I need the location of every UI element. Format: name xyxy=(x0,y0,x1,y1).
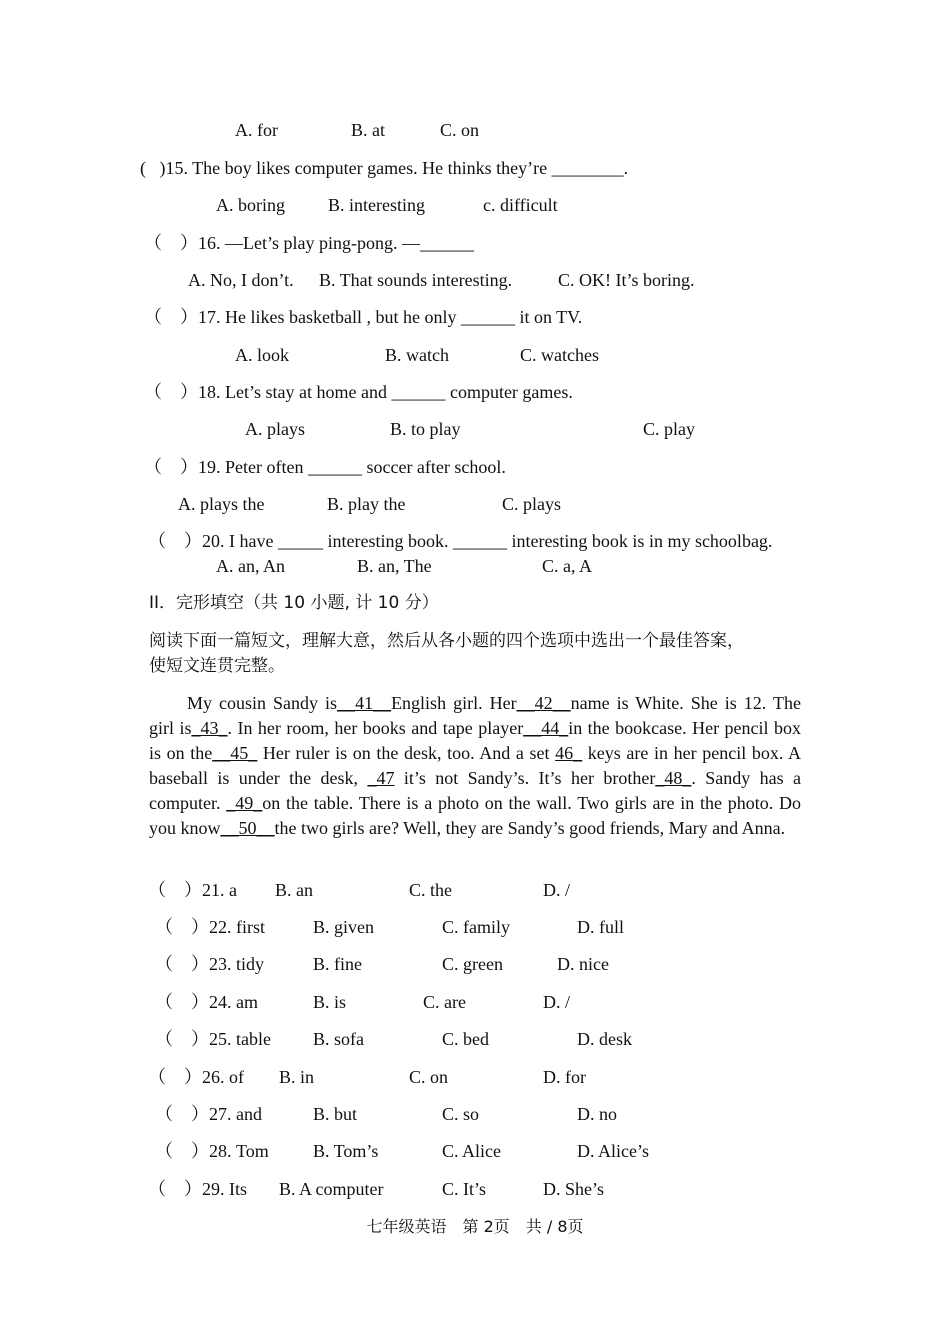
q16-stem: （ ）16. —Let’s play ping-pong. —______ xyxy=(144,233,474,253)
q28-option-c: C. Alice xyxy=(442,1141,501,1161)
q16-option-b: B. That sounds interesting. xyxy=(319,270,513,290)
passage-text: Her ruler is on the desk, too. And a set xyxy=(257,743,556,763)
blank-43: _43_ xyxy=(191,718,228,738)
q20-stem: （ ）20. I have _____ interesting book. ______ interesting book is in my schoolbag. xyxy=(148,531,773,551)
section-instruction-line2: 使短文连贯完整。 xyxy=(149,656,285,676)
q17-option-b: B. watch xyxy=(385,345,449,365)
q14-option-c: C. on xyxy=(440,120,480,140)
q18-option-c: C. play xyxy=(643,419,695,439)
passage-text: . In her room, her books and tape player xyxy=(227,718,524,738)
q26-option-c: C. on xyxy=(409,1067,449,1087)
q14-option-b: B. at xyxy=(351,120,385,140)
q17-option-a: A. look xyxy=(235,345,289,365)
q22-option-c: C. family xyxy=(442,917,510,937)
q15-stem: ( )15. The boy likes computer games. He thinks they’re ________. xyxy=(140,158,629,178)
q29-option-d: D. She’s xyxy=(543,1179,605,1199)
q16-option-c: C. OK! It’s boring. xyxy=(558,270,695,290)
q29-option-b: B. A computer xyxy=(279,1179,384,1199)
q14-option-a: A. for xyxy=(235,120,278,140)
passage-text: English girl. Her xyxy=(391,693,517,713)
q28-option-b: B. Tom’s xyxy=(313,1141,379,1161)
q15-option-a: A. boring xyxy=(216,195,285,215)
q28-option-d: D. Alice’s xyxy=(577,1141,649,1161)
q27-stem: （ ）27. and xyxy=(155,1104,262,1124)
q25-option-c: C. bed xyxy=(442,1029,489,1049)
q23-stem: （ ）23. tidy xyxy=(155,954,265,974)
q22-stem: （ ）22. first xyxy=(155,917,265,937)
q18-option-b: B. to play xyxy=(390,419,461,439)
passage-text: it’s not Sandy’s. It’s her brother xyxy=(394,768,656,788)
q27-option-d: D. no xyxy=(577,1104,617,1124)
q19-option-b: B. play the xyxy=(327,494,406,514)
q24-option-b: B. is xyxy=(313,992,347,1012)
passage-text: . Sandy has a computer. xyxy=(149,768,802,813)
q25-option-d: D. desk xyxy=(577,1029,632,1049)
passage-text: My cousin Sandy is xyxy=(187,693,338,713)
page-footer: 七年级英语 第 2页 共 / 8页 xyxy=(366,1217,584,1236)
q15-option-c: c. difficult xyxy=(483,195,558,215)
q23-option-d: D. nice xyxy=(557,954,609,974)
blank-49: _49_ xyxy=(226,793,263,813)
blank-46: 46_ xyxy=(555,743,583,763)
q27-option-b: B. but xyxy=(313,1104,358,1124)
q22-option-d: D. full xyxy=(577,917,624,937)
q24-option-d: D. / xyxy=(543,992,570,1012)
q20-option-c: C. a, A xyxy=(542,556,593,576)
q21-option-c: C. the xyxy=(409,880,452,900)
blank-48: _48_ xyxy=(655,768,692,788)
q17-option-c: C. watches xyxy=(520,345,599,365)
q29-option-c: C. It’s xyxy=(442,1179,487,1199)
q28-stem: （ ）28. Tom xyxy=(155,1141,269,1161)
blank-41: __41__ xyxy=(337,693,392,713)
q21-stem: （ ）21. a xyxy=(148,880,237,900)
q19-stem: （ ）19. Peter often ______ soccer after school. xyxy=(144,457,506,477)
q20-option-b: B. an, The xyxy=(357,556,432,576)
blank-44: __44_ xyxy=(523,718,569,738)
passage-text: name is White. She is 12. The girl is xyxy=(149,693,801,738)
q25-option-b: B. sofa xyxy=(313,1029,364,1049)
passage-text: on the table. There is a photo on the wall. Two girls are in the photo. Do you know xyxy=(149,793,801,838)
q21-option-d: D. / xyxy=(543,880,570,900)
blank-42: __42__ xyxy=(516,693,571,713)
q26-option-d: D. for xyxy=(543,1067,586,1087)
blank-47: _47 xyxy=(367,768,395,788)
section-instruction-line1: 阅读下面一篇短文，理解大意，然后从各小题的四个选项中选出一个最佳答案， xyxy=(149,631,744,651)
q18-stem: （ ）18. Let’s stay at home and ______ computer games. xyxy=(144,382,573,402)
q19-option-a: A. plays the xyxy=(178,494,265,514)
q16-option-a: A. No, I don’t. xyxy=(188,270,294,290)
q26-option-b: B. in xyxy=(279,1067,315,1087)
q22-option-b: B. given xyxy=(313,917,374,937)
q23-option-c: C. green xyxy=(442,954,503,974)
q29-stem: （ ）29. Its xyxy=(148,1179,247,1199)
q20-option-a: A. an, An xyxy=(216,556,285,576)
cloze-passage xyxy=(149,691,801,841)
q15-option-b: B. interesting xyxy=(328,195,425,215)
q18-option-a: A. plays xyxy=(245,419,305,439)
passage-text: in the bookcase. Her pencil box is on the xyxy=(149,718,801,763)
q27-option-c: C. so xyxy=(442,1104,480,1124)
blank-50: __50__ xyxy=(220,818,275,838)
passage-text: the two girls are? Well, they are Sandy’s good friends, Mary and Anna. xyxy=(274,818,786,838)
q25-stem: （ ）25. table xyxy=(155,1029,271,1049)
q24-stem: （ ）24. am xyxy=(155,992,258,1012)
q23-option-b: B. fine xyxy=(313,954,362,974)
q24-option-c: C. are xyxy=(423,992,466,1012)
q19-option-c: C. plays xyxy=(502,494,562,514)
q17-stem: （ ）17. He likes basketball , but he only ______ it on TV. xyxy=(144,307,583,327)
q21-option-b: B. an xyxy=(275,880,313,900)
blank-45: __45_ xyxy=(212,743,258,763)
q26-stem: （ ）26. of xyxy=(148,1067,244,1087)
passage-text: keys are in her pencil box. A baseball is under the desk, xyxy=(149,743,802,788)
section-title: II．完形填空（共 10 小题, 计 10 分） xyxy=(149,593,439,613)
